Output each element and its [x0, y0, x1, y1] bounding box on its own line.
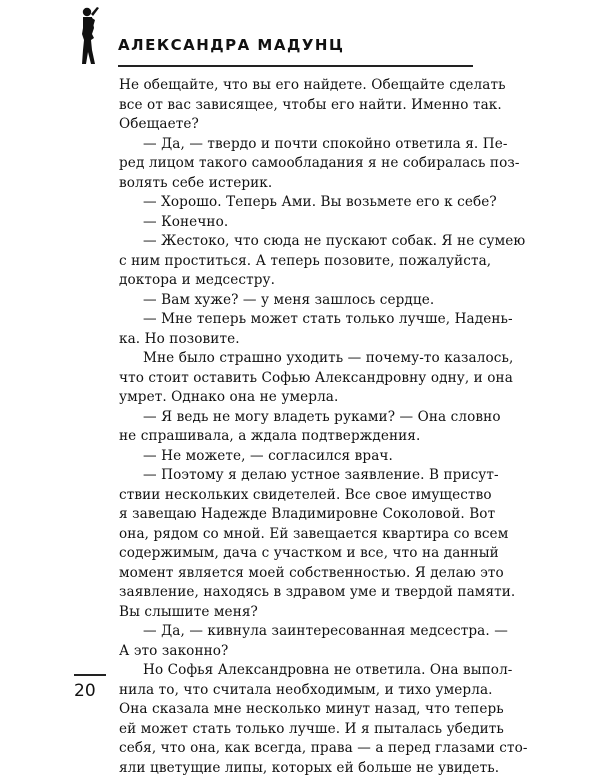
text-line: Но Софья Александровна не ответила. Она выпол- — [119, 661, 475, 681]
text-line: — Мне теперь может стать только лучше, Надень- — [119, 310, 475, 330]
text-line: ред лицом такого самообладания я не собиралась поз- — [119, 154, 475, 174]
text-line: умрет. Однако она не умерла. — [119, 388, 475, 408]
page-number: 20 — [74, 681, 96, 701]
text-line: — Поэтому я делаю устное заявление. В присут- — [119, 466, 475, 486]
text-line: Не обещайте, что вы его найдете. Обещайте сделать — [119, 76, 475, 96]
text-line: — Не можете, — согласился врач. — [119, 447, 475, 467]
text-line: нила то, что считала необходимым, и тихо умерла. — [119, 681, 475, 701]
page-text — [119, 76, 475, 778]
text-line: А это законно? — [119, 642, 475, 662]
text-line: — Хорошо. Теперь Ами. Вы возьмете его к себе? — [119, 193, 475, 213]
text-line: волять себе истерик. — [119, 174, 475, 194]
text-line: яли цветущие липы, которых ей больше не увидеть. — [119, 759, 475, 778]
text-line: — Жестоко, что сюда не пускают собак. Я не сумею — [119, 232, 475, 252]
text-line: доктора и медсестру. — [119, 271, 475, 291]
woman-with-gun-silhouette-icon — [72, 6, 106, 66]
text-line: Обещаете? — [119, 115, 475, 135]
text-line: она, рядом со мной. Ей завещается квартира со всем — [119, 525, 475, 545]
page-number-rule — [74, 674, 106, 676]
text-line: ка. Но позовите. — [119, 330, 475, 350]
text-line: с ним проститься. А теперь позовите, пожалуйста, — [119, 252, 475, 272]
text-line: Вы слышите меня? — [119, 603, 475, 623]
text-line: ей может стать только лучше. И я пыталась убедить — [119, 720, 475, 740]
text-line: Мне было страшно уходить — почему-то казалось, — [119, 349, 475, 369]
text-line: содержимым, дача с участком и все, что на данный — [119, 544, 475, 564]
text-line: я завещаю Надежде Владимировне Соколовой. Вот — [119, 505, 475, 525]
text-line: — Вам хуже? — у меня зашлось сердце. — [119, 291, 475, 311]
header-rule — [118, 65, 473, 67]
text-line: — Да, — кивнула заинтересованная медсестра. — — [119, 622, 475, 642]
text-line: — Да, — твердо и почти спокойно ответила я. Пе- — [119, 135, 475, 155]
text-line: что стоит оставить Софью Александровну одну, и она — [119, 369, 475, 389]
text-line: момент является моей собственностью. Я делаю это — [119, 564, 475, 584]
text-line: — Я ведь не могу владеть руками? — Она словно — [119, 408, 475, 428]
text-line: все от вас зависящее, чтобы его найти. Именно так. — [119, 96, 475, 116]
text-line: заявление, находясь в здравом уме и твердой памяти. — [119, 583, 475, 603]
text-line: ствии нескольких свидетелей. Все свое имущество — [119, 486, 475, 506]
text-line: Она сказала мне несколько минут назад, что теперь — [119, 700, 475, 720]
text-line: — Конечно. — [119, 213, 475, 233]
text-line: себя, что она, как всегда, права — а перед глазами сто- — [119, 739, 475, 759]
text-line: не спрашивала, а ждала подтверждения. — [119, 427, 475, 447]
author-name: АЛЕКСАНДРА МАДУНЦ — [118, 36, 344, 54]
